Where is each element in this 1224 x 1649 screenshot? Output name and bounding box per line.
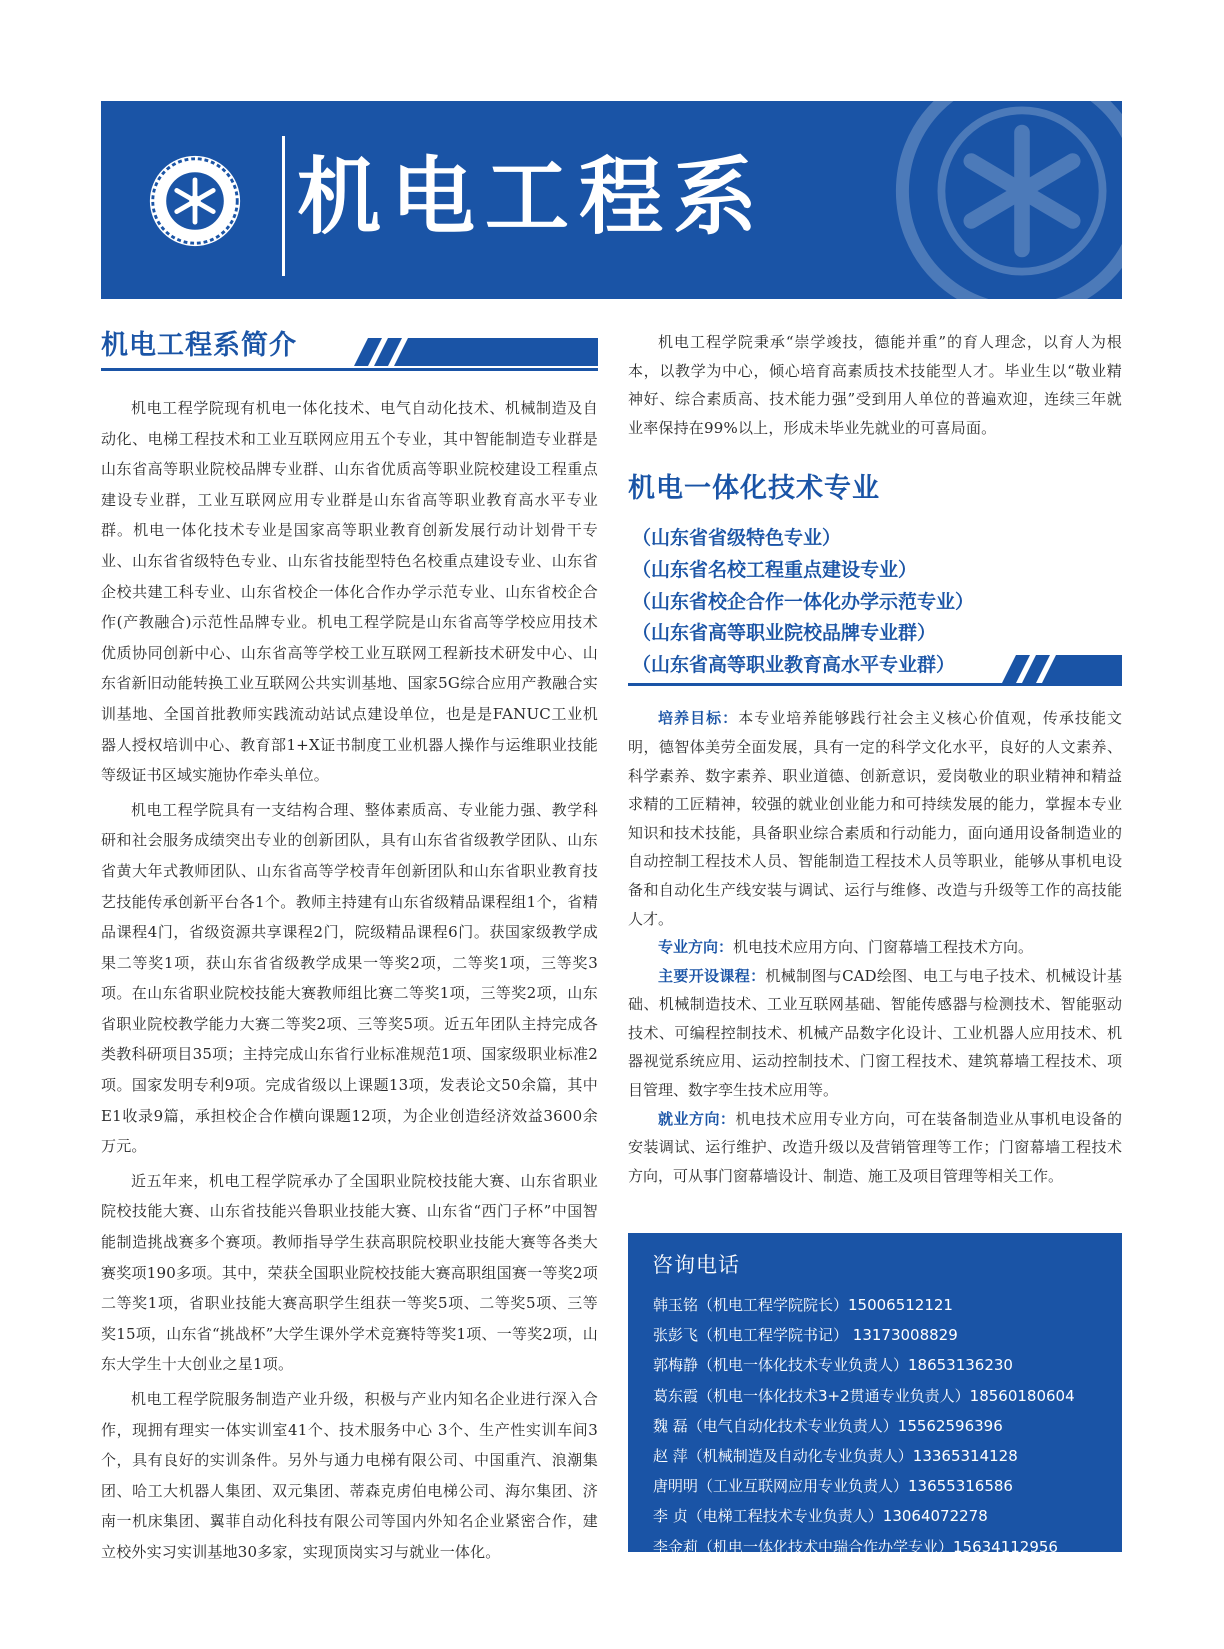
- courses-text: 机械制图与CAD绘图、电工与电子技术、机械设计基础、机械制造技术、工业互联网基础、智能传感器与检测技术、智能驱动技术、可编程控制技术、机械产品数字化设计、工业机器人应用技术、机器视觉系统应用、运动控制技术、门窗工程技术、建筑幕墙工程技术、项目管理、数字孪生技术应用等。: [628, 966, 1122, 1100]
- intro-continuation: 机电工程学院秉承“崇学竣技，德能并重”的育人理念，以育人为根本，以教学为中心，倾心培育高素质技术技能型人才。毕业生以“敬业精神好、综合素质高、技术能力强”受到用人单位的普遍欢迎，连续三年就业率保持在99%以上，形成未毕业先就业的可喜局面。: [628, 333, 1122, 437]
- contact-item: 韩玉铭（机电工程学院院长）15006512121: [653, 1296, 953, 1314]
- page-title: 机电工程系: [297, 148, 768, 246]
- intro-column: [101, 328, 598, 1572]
- courses-label: 主要开设课程：: [658, 966, 766, 985]
- contact-title: 咨询电话: [652, 1253, 740, 1277]
- major-honors: [628, 523, 1122, 686]
- employment-label: 就业方向：: [658, 1109, 736, 1128]
- contact-box: [628, 1233, 1122, 1556]
- goal-label: 培养目标：: [658, 709, 739, 728]
- honor-item: （山东省名校工程重点建设专业）: [632, 558, 918, 581]
- major-title: 机电一体化技术专业: [628, 473, 880, 505]
- stripes-decoration-icon: [348, 330, 598, 366]
- contact-item: 唐明明（工业互联网应用专业负责人）13655316586: [653, 1477, 1013, 1496]
- intro-paragraph-3: 近五年来，机电工程学院承办了全国职业院校技能大赛、山东省职业院校技能大赛、山东省技能兴鲁职业技能大赛、山东省“西门子杯”中国智能制造挑战赛多个赛项。教师指导学生获高职院校职业技能大赛等各类大赛奖项190多项。其中，荣获全国职业院校技能大赛高职组国赛一等奖2项二等奖1项，省职业技能大赛高职学生组获一等奖5项、二等奖5项、三等奖15项，山东省“挑战杯”大学生课外学术竞赛特等奖1项、一等奖2项，山东大学生十大创业之星1项。: [101, 1171, 598, 1374]
- direction-label: 专业方向：: [658, 938, 734, 957]
- direction-text: 机电技术应用方向、门窗幕墙工程技术方向。: [733, 938, 1034, 957]
- contact-list: [653, 1290, 1123, 1562]
- employment-paragraph: [628, 1105, 1122, 1191]
- contact-item: 李金莉（机电一体化技术中瑞合作办学专业）15634112956: [653, 1537, 1058, 1556]
- honor-item: （山东省省级特色专业）: [632, 527, 842, 550]
- contact-item: 魏 磊（电气自动化技术专业负责人）15562596396: [653, 1416, 1003, 1435]
- stripes-decoration-icon: [1002, 651, 1122, 683]
- contact-item: 郭梅静（机电一体化技术专业负责人）18653136230: [653, 1356, 1013, 1375]
- contact-item: 李 贞（电梯工程技术专业负责人）13064072278: [653, 1507, 988, 1526]
- contact-item: 张彭飞（机电工程学院书记） 13173008829: [653, 1326, 958, 1345]
- intro-paragraph-2: 机电工程学院具有一支结构合理、整体素质高、专业能力强、教学科研和社会服务成绩突出专业的创新团队，具有山东省省级教学团队、山东省黄大年式教师团队、山东省高等学校青年创新团队和山东省职业教育技艺技能传承创新平台各1个。教师主持建有山东省级精品课程组1个，省精品课程4门，省级资源共享课程2门，院级精品课程6门。获国家级教学成果二等奖1项，获山东省省级教学成果一等奖2项，二等奖1项，三等奖3项。在山东省职业院校技能大赛教师组比赛二等奖1项，三等奖2项，山东省职业院校教学能力大赛二等奖2项、三等奖5项。近五年团队主持完成各类教科研项目35项；主持完成山东省行业标准规范1项、国家级职业标准2项。国家发明专利9项。完成省级以上课题13项，发表论文50余篇，其中E1收录9篇，承担校企合作横向课题12项，为企业创造经济效益3600余万元。: [101, 800, 598, 1156]
- intro-heading: 机电工程系简介: [101, 330, 297, 361]
- major-column: [628, 328, 1122, 1190]
- courses-paragraph: [628, 962, 1122, 1105]
- goal-paragraph: [628, 704, 1122, 933]
- contact-item: 赵 萍（机械制造及自动化专业负责人）13365314128: [653, 1447, 1018, 1466]
- department-logo-icon: [147, 153, 243, 249]
- employment-text: 机电技术应用专业方向，可在装备制造业从事机电设备的安装调试、运行维护、改造升级以及营销管理等工作；门窗幕墙工程技术方向，可从事门窗幕墙设计、制造、施工及项目管理等相关工作。: [628, 1109, 1122, 1185]
- intro-heading-bar: [101, 328, 598, 371]
- honor-item: （山东省高等职业院校品牌专业群）: [632, 622, 937, 645]
- honor-item: （山东省校企合作一体化办学示范专业）: [632, 590, 975, 613]
- contact-item: 葛东霞（机电一体化技术3+2贯通专业负责人）18560180604: [653, 1386, 1075, 1405]
- goal-text: 本专业培养能够践行社会主义核心价值观，传承技能文明，德智体美劳全面发展，具有一定的科学文化水平，良好的人文素养、科学素养、数字素养、职业道德、创新意识，爱岗敬业的职业精神和精益求精的工匠精神，较强的就业创业能力和可持续发展的能力，掌握本专业知识和技术技能，具备职业综合素质和行动能力，面向通用设备制造业的自动控制工程技术人员、智能制造工程技术人员等职业，能够从事机电设备和自动化生产线安装与调试、运行与维修、改造与升级等工作的高技能人才。: [628, 709, 1122, 928]
- intro-paragraph-1: 机电工程学院现有机电一体化技术、电气自动化技术、机械制造及自动化、电梯工程技术和工业互联网应用五个专业，其中智能制造专业群是山东省高等职业院校品牌专业群、山东省优质高等职业院校建设工程重点建设专业群，工业互联网应用专业群是山东省高等职业教育高水平专业群。机电一体化技术专业是国家高等职业教育创新发展行动计划骨干专业、山东省省级特色专业、山东省技能型特色名校重点建设专业、山东省企校共建工科专业、山东省校企一体化合作办学示范专业、山东省校企合作(产教融合)示范性品牌专业。机电工程学院是山东省高等学校应用技术优质协同创新中心、山东省高等学校工业互联网工程新技术研发中心、山东省新旧动能转换工业互联网公共实训基地、国家5G综合应用产教融合实训基地、全国首批教师实践流动站试点建设单位，也是是FANUC工业机器人授权培训中心、教育部1+X证书制度工业机器人操作与运维职业技能等级证书区域实施协作牵头单位。: [101, 399, 598, 785]
- header-divider: [282, 136, 285, 276]
- department-watermark-icon: [892, 101, 1122, 299]
- intro-paragraph-4: 机电工程学院服务制造产业升级，积极与产业内知名企业进行深入合作，现拥有理实一体实训室41个、技术服务中心 3个、生产性实训车间3个，具有良好的实训条件。另外与通力电梯有限公司、中国重汽、浪潮集团、哈工大机器人集团、双元集团、蒂森克虏伯电梯公司、海尔集团、济南一机床集团、翼菲自动化科技有限公司等国内外知名企业紧密合作，建立校外实习实训基地30多家，实现顶岗实习与就业一体化。: [101, 1390, 598, 1561]
- honor-item: （山东省高等职业教育高水平专业群）: [632, 653, 956, 676]
- direction-paragraph: [628, 933, 1122, 962]
- header-banner: [101, 101, 1122, 299]
